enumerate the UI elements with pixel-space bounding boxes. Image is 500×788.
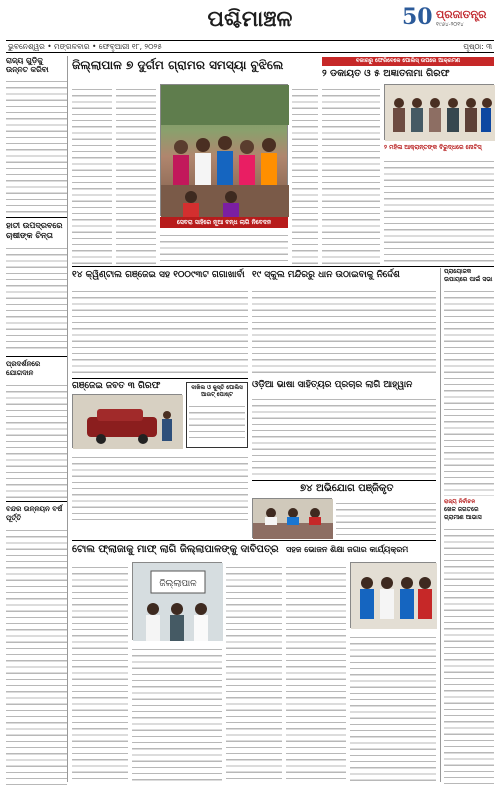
divider bbox=[72, 378, 248, 379]
newspaper-logo-tagline: ୧୯୬୪-୨୦୧୪ bbox=[436, 22, 464, 28]
main-story-col2 bbox=[116, 84, 156, 264]
far-right-headline2: ଖେଳ ଜଗତରେ ଗ୍ରାମୀଣ ଆଭାସ bbox=[444, 506, 482, 521]
main-story-photo bbox=[160, 84, 288, 216]
villagers-photo-illustration bbox=[161, 85, 289, 217]
dateline-bar bbox=[6, 40, 494, 53]
police-outpost-body bbox=[189, 401, 245, 441]
divider bbox=[6, 217, 67, 218]
main-story-col3 bbox=[160, 230, 288, 264]
memorandum-photo bbox=[132, 562, 222, 640]
health-headline: ସହଜ ଭୋଜନ ଶିକ୍ଷା ଜଗାର କାର୍ଯ୍ୟକ୍ରମ bbox=[286, 545, 409, 554]
section-divider bbox=[72, 266, 494, 267]
mid-left-body bbox=[72, 452, 248, 522]
main-story-col1 bbox=[72, 84, 112, 264]
far-right-headline1: ପ୍ରାୟୋଜକ ଉପାୟରେ ପାଇଁ ସଭା bbox=[444, 268, 493, 283]
police-outpost-box bbox=[186, 382, 248, 448]
far-right-column bbox=[440, 268, 494, 782]
left-article3-body bbox=[6, 380, 67, 498]
grievance-hearing-photo bbox=[252, 498, 332, 538]
divider bbox=[252, 480, 436, 481]
left-article1-headline: ରାଜ୍ୟ ଗୁଡ଼ିକୁ ଉନ୍ନତ କରିବା bbox=[6, 56, 49, 74]
right-top-kicker: ବଜାରରୁ ଫେରିବେଳେ ପୋଲିସ୍ ଉପରେ ଆକ୍ରମଣ bbox=[322, 57, 494, 66]
left-article2-headline: ହାତୀ ଉପଦ୍ରବରେ ଚାଷୀଙ୍କ ଚିନ୍ତା bbox=[6, 221, 63, 240]
odia-language-headline: ଓଡ଼ିଆ ଭାଷା ସାହିତ୍ୟର ପ୍ରଚାର ଲାଗି ଆହ୍ୱାନ bbox=[252, 380, 413, 390]
left-article4-body bbox=[6, 525, 67, 785]
main-headline: ଜିଲ୍ଲାପାଳ ୭ ଦୁର୍ଗମ ଗ୍ରାମର ସମସ୍ୟା ବୁଝିଲେ bbox=[72, 58, 284, 72]
right-top-headline: ୨ ଡକାୟତ ଓ ୫ ଅଜ୍ଞାତନାମା ଗିରଫ bbox=[322, 68, 450, 79]
toll-body-col2 bbox=[132, 644, 222, 782]
toll-headline: ଟୋଲ ଫ୍ଲାଜାକୁ ମାଫ୍ ଲାଗି ଜିଲ୍ଲାପାଳଙ୍କୁ ଦାବିପତ୍ର bbox=[72, 544, 279, 555]
notice-headline: ୨ ମହିଳା ଆକ୍ରାନ୍ତଙ୍କ ବିରୁଦ୍ଧରେ ନୋଟିସ୍ bbox=[384, 144, 482, 151]
left-column bbox=[6, 56, 68, 782]
students-photo bbox=[350, 562, 436, 628]
divider bbox=[6, 356, 67, 357]
left-article2-body bbox=[6, 243, 67, 353]
students-photo-illustration bbox=[351, 563, 437, 629]
petition-headline: ୭୪ ଅଭିଯୋଗ ପଞ୍ଜିକୃତ bbox=[300, 483, 394, 494]
page-number: ପୃଷ୍ଠା: ୩ bbox=[463, 42, 492, 51]
health-body-col1 bbox=[286, 562, 346, 782]
far-right-body2 bbox=[444, 524, 494, 784]
police-lineup-illustration bbox=[385, 85, 495, 141]
main-story-col4 bbox=[292, 84, 318, 264]
right-top-body bbox=[322, 84, 380, 264]
notice-body bbox=[384, 156, 494, 264]
temple-body bbox=[252, 286, 436, 376]
left-article3-headline: ପ୍ରଦର୍ଶନରେ ଯୋଗଦାନ bbox=[6, 360, 41, 377]
ganja-body bbox=[72, 286, 248, 376]
collector-office-illustration bbox=[133, 563, 223, 641]
issue-date: ଭୁବନେଶ୍ୱର • ମଙ୍ଗଳବାର • ଫେବୃଆରୀ ୧୮, ୨୦୨୫ bbox=[8, 42, 162, 51]
office-sign-text: ଜିଲ୍ଲାପାଳ bbox=[159, 579, 197, 589]
arrested-persons-photo bbox=[384, 84, 494, 140]
notice-headline-wrap bbox=[384, 144, 494, 152]
newspaper-section-title: ପଶ୍ଚିମାଞ୍ଚଳ bbox=[207, 6, 293, 32]
toll-body-col3 bbox=[226, 562, 282, 782]
far-right-kicker: ରାଜ୍ୟ ନିର୍ବାଚନ bbox=[444, 499, 476, 505]
health-body-col2 bbox=[350, 632, 436, 782]
car-photo-illustration bbox=[73, 395, 183, 449]
mid-left-headline: ଗଞ୍ଜେଇ ଜବତ ୩ ଗିରଫ bbox=[72, 381, 161, 391]
ganja-headline: ୧୪ କ୍ୱିଣ୍ଟାଲ ଗଞ୍ଜେଇ ସହ ୧୦୦୯୩ଟ ଗଗାଖାର୍ବା bbox=[72, 270, 245, 280]
divider bbox=[6, 501, 67, 502]
police-outpost-headline: ଦାଖିଲ ଓ କୁସ୍ତି ପୋଲିସ ଆଉଟ୍ ପୋଷ୍ଟ bbox=[191, 385, 243, 398]
section-divider bbox=[72, 540, 436, 541]
far-right-body1 bbox=[444, 286, 494, 496]
petition-body bbox=[336, 498, 436, 538]
left-article4-headline: ବନ୍ଦର ଉନ୍ନୟନ ବର୍ଷ ପୂର୍ତ୍ତି bbox=[6, 505, 63, 522]
temple-headline: ୧୯ ସ୍କୁଲ ମନ୍ଦିରରୁ ଧାନ ଉଠାଇବାକୁ ନିର୍ଦ୍ଦେଶ bbox=[252, 270, 400, 280]
newspaper-logo-name: ପ୍ରଜାତନ୍ତ୍ର bbox=[436, 8, 487, 21]
anniversary-logo-number: 50 bbox=[402, 4, 433, 30]
hearing-photo-illustration bbox=[253, 499, 333, 539]
left-article1-body bbox=[6, 76, 67, 214]
odia-language-body bbox=[252, 394, 436, 478]
main-photo-caption: ସେବରା ସାହିରେ ନୂଆ ବନ୍ଧ ଲାଗି ନିବେଦନ bbox=[160, 217, 288, 228]
seized-car-photo bbox=[72, 394, 182, 448]
toll-body-col1 bbox=[72, 562, 128, 782]
